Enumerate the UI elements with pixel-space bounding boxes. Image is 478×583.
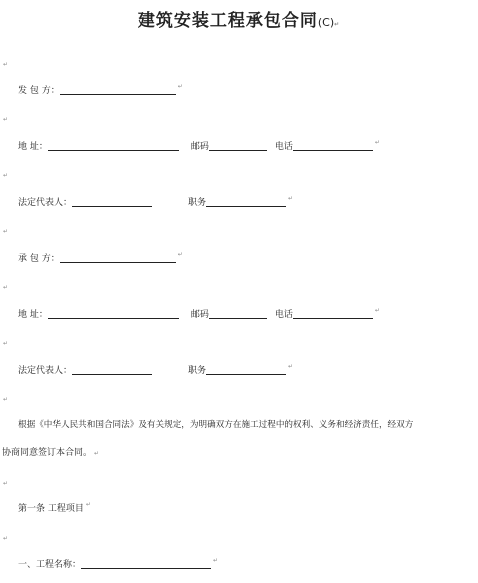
paragraph-mark: ↵: [3, 172, 9, 179]
paragraph-mark: ↵: [94, 450, 100, 457]
party-a-label: 发 包 方：: [18, 86, 60, 96]
paragraph-mark: ↵: [213, 557, 219, 564]
party-b-line: [18, 252, 183, 266]
paragraph-mark: ↵: [3, 535, 9, 542]
address-label: 地 址：: [18, 310, 48, 320]
project-name-blank[interactable]: [81, 558, 211, 569]
project-name-label: 一、工程名称：: [18, 560, 82, 570]
paragraph-mark: ↵: [3, 284, 9, 291]
party-b-rep-line: [18, 364, 293, 378]
paragraph-mark: ↵: [374, 307, 380, 314]
party-a-address-blank[interactable]: [48, 140, 179, 151]
title-version: (C): [317, 16, 335, 29]
paragraph-mark: ↵: [288, 195, 294, 202]
party-b-blank[interactable]: [60, 252, 176, 263]
postcode-label: 邮码: [190, 142, 209, 152]
party-b-phone-blank[interactable]: [293, 308, 373, 319]
article-1-heading-text: 第一条 工程项目: [18, 504, 84, 514]
party-a-phone-blank[interactable]: [293, 140, 373, 151]
rep-label: 法定代表人：: [18, 366, 73, 376]
phone-label: 电话: [274, 142, 293, 152]
rep-label: 法定代表人：: [18, 198, 73, 208]
preamble-line-1: [18, 418, 476, 432]
party-a-line: [18, 84, 183, 98]
paragraph-mark: ↵: [177, 83, 183, 90]
phone-label: 电话: [274, 310, 293, 320]
postcode-label: 邮码: [190, 310, 209, 320]
party-b-address-line: [18, 308, 380, 322]
preamble-line-2: [2, 446, 99, 460]
party-a-postcode-blank[interactable]: [209, 140, 267, 151]
paragraph-mark: ↵: [3, 396, 9, 403]
party-a-rep-blank[interactable]: [72, 196, 152, 207]
paragraph-mark: ↵: [177, 251, 183, 258]
project-name-line: [18, 558, 218, 572]
paragraph-mark: ↵: [3, 116, 9, 123]
article-1-heading: [18, 502, 91, 516]
document-title: [0, 6, 478, 31]
paragraph-mark: ↵: [374, 139, 380, 146]
party-b-postcode-blank[interactable]: [209, 308, 267, 319]
party-a-position-blank[interactable]: [206, 196, 286, 207]
party-a-address-line: [18, 140, 380, 154]
paragraph-mark: ↵: [288, 363, 294, 370]
party-b-position-blank[interactable]: [206, 364, 286, 375]
paragraph-mark: ↵: [85, 501, 91, 508]
party-b-label: 承 包 方：: [18, 254, 60, 264]
party-a-rep-line: [18, 196, 293, 210]
party-b-rep-blank[interactable]: [72, 364, 152, 375]
paragraph-mark: ↵: [3, 480, 9, 487]
preamble-text-1: 根据《中华人民共和国合同法》及有关规定，为明确双方在施工过程中的权利、义务和经济责任，经双方: [18, 420, 414, 430]
paragraph-mark: ↵: [334, 21, 341, 28]
paragraph-mark: ↵: [3, 228, 9, 235]
paragraph-mark: ↵: [3, 61, 9, 68]
position-label: 职务: [188, 366, 207, 376]
paragraph-mark: ↵: [3, 340, 9, 347]
party-b-address-blank[interactable]: [48, 308, 179, 319]
party-a-blank[interactable]: [60, 84, 176, 95]
position-label: 职务: [188, 198, 207, 208]
title-text: 建筑安装工程承包合同: [137, 11, 318, 31]
address-label: 地 址：: [18, 142, 48, 152]
preamble-text-2: 协商同意签订本合同。: [2, 448, 93, 458]
